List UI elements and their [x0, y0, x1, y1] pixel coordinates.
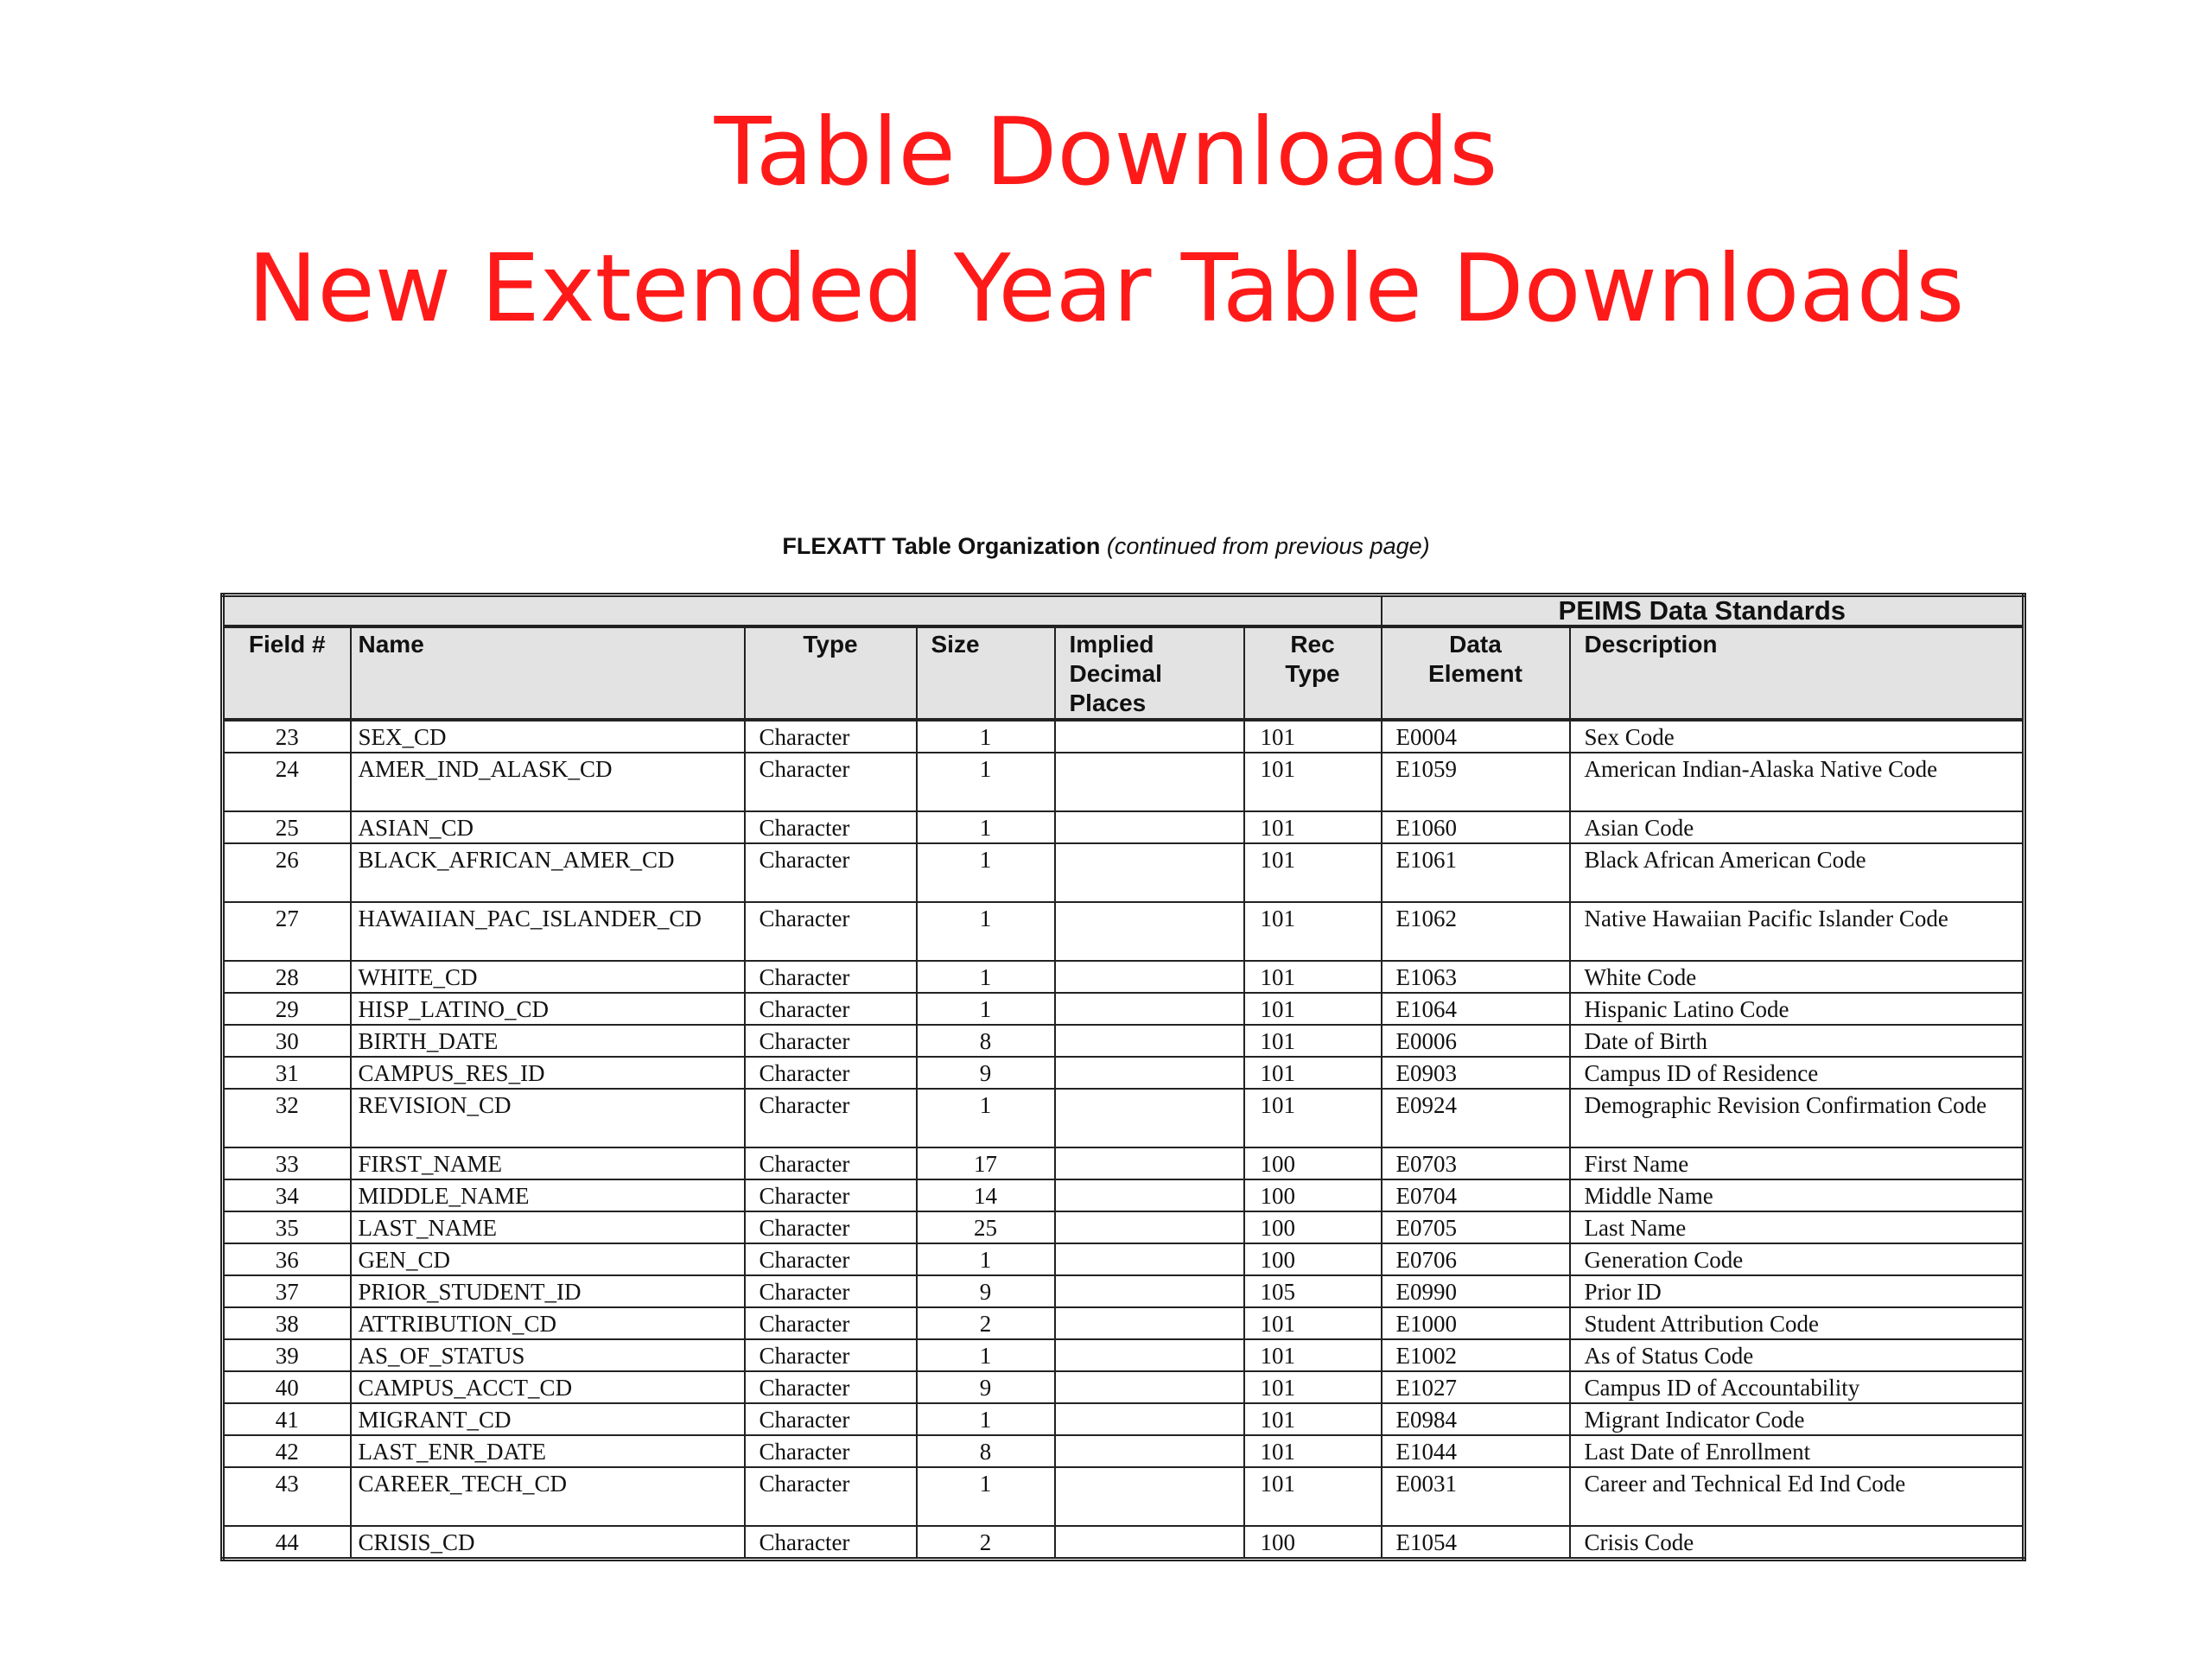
table-row: [223, 1057, 2024, 1089]
cell-type: Character: [745, 1371, 917, 1403]
column-header-type: Type: [745, 626, 917, 720]
table-body: [223, 720, 2024, 1560]
cell-type: Character: [745, 1057, 917, 1089]
cell-name: REVISION_CD: [351, 1089, 745, 1147]
table-row: [223, 1211, 2024, 1243]
cell-rec-type: 101: [1244, 1025, 1382, 1057]
table-row: [223, 720, 2024, 753]
cell-size: 2: [917, 1307, 1055, 1339]
peims-data-standards-header: PEIMS Data Standards: [1382, 595, 2024, 627]
cell-description: Student Attribution Code: [1570, 1307, 2024, 1339]
cell-field: 44: [223, 1526, 351, 1560]
cell-name: CAMPUS_ACCT_CD: [351, 1371, 745, 1403]
cell-implied-decimal-places: [1055, 902, 1244, 961]
cell-rec-type: 101: [1244, 1371, 1382, 1403]
column-header-implied-decimal-places: [1055, 626, 1244, 720]
cell-type: Character: [745, 1025, 917, 1057]
cell-implied-decimal-places: [1055, 961, 1244, 993]
cell-description: White Code: [1570, 961, 2024, 993]
column-header-rec-line-1: Rec: [1290, 631, 1335, 658]
cell-data-element: E1063: [1382, 961, 1570, 993]
cell-rec-type: 101: [1244, 720, 1382, 753]
cell-name: MIDDLE_NAME: [351, 1179, 745, 1211]
slide-title-line-1: Table Downloads: [714, 99, 1498, 207]
cell-description: Asian Code: [1570, 811, 2024, 843]
cell-data-element: E1061: [1382, 843, 1570, 902]
column-header-elem-line-1: Data: [1449, 631, 1502, 658]
column-header-implied-line-1: Implied: [1069, 631, 1154, 658]
cell-name: WHITE_CD: [351, 961, 745, 993]
cell-data-element: E1002: [1382, 1339, 1570, 1371]
table-row: [223, 1403, 2024, 1435]
cell-data-element: E1000: [1382, 1307, 1570, 1339]
cell-name: HISP_LATINO_CD: [351, 993, 745, 1025]
cell-data-element: E0006: [1382, 1025, 1570, 1057]
cell-name: SEX_CD: [351, 720, 745, 753]
cell-name: AS_OF_STATUS: [351, 1339, 745, 1371]
cell-description: Crisis Code: [1570, 1526, 2024, 1560]
table-caption: [0, 533, 2212, 560]
cell-field: 34: [223, 1179, 351, 1211]
cell-field: 41: [223, 1403, 351, 1435]
cell-type: Character: [745, 1467, 917, 1526]
cell-description: Last Date of Enrollment: [1570, 1435, 2024, 1467]
cell-description: Sex Code: [1570, 720, 2024, 753]
cell-name: LAST_NAME: [351, 1211, 745, 1243]
flexatt-table: [220, 593, 2026, 1561]
cell-description: Generation Code: [1570, 1243, 2024, 1275]
column-header-implied-line-2: Decimal: [1069, 660, 1162, 687]
cell-type: Character: [745, 1089, 917, 1147]
cell-field: 42: [223, 1435, 351, 1467]
cell-implied-decimal-places: [1055, 753, 1244, 811]
cell-size: 1: [917, 1339, 1055, 1371]
cell-field: 39: [223, 1339, 351, 1371]
cell-name: BIRTH_DATE: [351, 1025, 745, 1057]
table-column-header-row: [223, 626, 2024, 720]
cell-description: Campus ID of Residence: [1570, 1057, 2024, 1089]
cell-data-element: E0704: [1382, 1179, 1570, 1211]
cell-description: Prior ID: [1570, 1275, 2024, 1307]
cell-implied-decimal-places: [1055, 1307, 1244, 1339]
cell-rec-type: 101: [1244, 1467, 1382, 1526]
cell-size: 1: [917, 1243, 1055, 1275]
column-header-field: Field #: [223, 626, 351, 720]
cell-data-element: E0031: [1382, 1467, 1570, 1526]
cell-size: 1: [917, 1089, 1055, 1147]
column-header-elem-line-2: Element: [1428, 660, 1522, 687]
cell-size: 8: [917, 1435, 1055, 1467]
cell-implied-decimal-places: [1055, 843, 1244, 902]
cell-implied-decimal-places: [1055, 1275, 1244, 1307]
table-row: [223, 961, 2024, 993]
cell-type: Character: [745, 1243, 917, 1275]
cell-data-element: E0703: [1382, 1147, 1570, 1179]
cell-name: ATTRIBUTION_CD: [351, 1307, 745, 1339]
cell-field: 28: [223, 961, 351, 993]
cell-size: 1: [917, 1467, 1055, 1526]
flexatt-table-container: [220, 593, 2022, 1561]
table-caption-note: (continued from previous page): [1106, 533, 1430, 559]
cell-rec-type: 101: [1244, 961, 1382, 993]
table-row: [223, 1435, 2024, 1467]
cell-data-element: E0706: [1382, 1243, 1570, 1275]
cell-implied-decimal-places: [1055, 1089, 1244, 1147]
cell-field: 37: [223, 1275, 351, 1307]
cell-rec-type: 100: [1244, 1147, 1382, 1179]
cell-size: 1: [917, 753, 1055, 811]
table-row: [223, 1089, 2024, 1147]
slide-title: [0, 85, 2212, 358]
cell-size: 8: [917, 1025, 1055, 1057]
cell-implied-decimal-places: [1055, 1339, 1244, 1371]
cell-implied-decimal-places: [1055, 811, 1244, 843]
table-row: [223, 993, 2024, 1025]
cell-name: CAMPUS_RES_ID: [351, 1057, 745, 1089]
table-row: [223, 753, 2024, 811]
table-row: [223, 1339, 2024, 1371]
cell-rec-type: 101: [1244, 1089, 1382, 1147]
column-header-data-element: [1382, 626, 1570, 720]
cell-size: 1: [917, 843, 1055, 902]
table-caption-title: FLEXATT Table Organization: [782, 533, 1101, 559]
cell-implied-decimal-places: [1055, 1403, 1244, 1435]
cell-name: HAWAIIAN_PAC_ISLANDER_CD: [351, 902, 745, 961]
cell-type: Character: [745, 1147, 917, 1179]
cell-description: Demographic Revision Confirmation Code: [1570, 1089, 2024, 1147]
cell-implied-decimal-places: [1055, 720, 1244, 753]
cell-data-element: E1064: [1382, 993, 1570, 1025]
table-row: [223, 1147, 2024, 1179]
table-row: [223, 1467, 2024, 1526]
cell-description: Black African American Code: [1570, 843, 2024, 902]
cell-description: American Indian-Alaska Native Code: [1570, 753, 2024, 811]
table-row: [223, 1307, 2024, 1339]
cell-implied-decimal-places: [1055, 993, 1244, 1025]
cell-rec-type: 101: [1244, 753, 1382, 811]
cell-description: Last Name: [1570, 1211, 2024, 1243]
cell-description: Hispanic Latino Code: [1570, 993, 2024, 1025]
cell-size: 17: [917, 1147, 1055, 1179]
cell-type: Character: [745, 961, 917, 993]
cell-type: Character: [745, 902, 917, 961]
cell-data-element: E1059: [1382, 753, 1570, 811]
cell-size: 1: [917, 811, 1055, 843]
cell-field: 40: [223, 1371, 351, 1403]
cell-type: Character: [745, 1179, 917, 1211]
cell-rec-type: 100: [1244, 1243, 1382, 1275]
cell-field: 36: [223, 1243, 351, 1275]
cell-implied-decimal-places: [1055, 1025, 1244, 1057]
cell-field: 23: [223, 720, 351, 753]
cell-field: 29: [223, 993, 351, 1025]
table-row: [223, 1179, 2024, 1211]
cell-rec-type: 101: [1244, 1435, 1382, 1467]
column-header-name: Name: [351, 626, 745, 720]
cell-name: LAST_ENR_DATE: [351, 1435, 745, 1467]
cell-size: 9: [917, 1057, 1055, 1089]
cell-data-element: E1060: [1382, 811, 1570, 843]
cell-field: 26: [223, 843, 351, 902]
slide-title-line-2: New Extended Year Table Downloads: [247, 235, 1965, 343]
cell-size: 9: [917, 1371, 1055, 1403]
column-header-rec-type: [1244, 626, 1382, 720]
cell-field: 43: [223, 1467, 351, 1526]
cell-rec-type: 101: [1244, 1307, 1382, 1339]
cell-data-element: E0705: [1382, 1211, 1570, 1243]
cell-name: AMER_IND_ALASK_CD: [351, 753, 745, 811]
cell-name: ASIAN_CD: [351, 811, 745, 843]
cell-type: Character: [745, 1339, 917, 1371]
cell-type: Character: [745, 993, 917, 1025]
cell-name: FIRST_NAME: [351, 1147, 745, 1179]
cell-implied-decimal-places: [1055, 1371, 1244, 1403]
cell-field: 31: [223, 1057, 351, 1089]
cell-size: 2: [917, 1526, 1055, 1560]
cell-name: GEN_CD: [351, 1243, 745, 1275]
cell-data-element: E0924: [1382, 1089, 1570, 1147]
cell-type: Character: [745, 1435, 917, 1467]
cell-description: First Name: [1570, 1147, 2024, 1179]
cell-data-element: E0903: [1382, 1057, 1570, 1089]
cell-description: Middle Name: [1570, 1179, 2024, 1211]
cell-size: 1: [917, 961, 1055, 993]
cell-data-element: E1027: [1382, 1371, 1570, 1403]
cell-description: As of Status Code: [1570, 1339, 2024, 1371]
cell-field: 32: [223, 1089, 351, 1147]
cell-description: Native Hawaiian Pacific Islander Code: [1570, 902, 2024, 961]
cell-description: Career and Technical Ed Ind Code: [1570, 1467, 2024, 1526]
cell-size: 1: [917, 902, 1055, 961]
cell-type: Character: [745, 1307, 917, 1339]
cell-field: 38: [223, 1307, 351, 1339]
column-header-description: Description: [1570, 626, 2024, 720]
cell-type: Character: [745, 1403, 917, 1435]
cell-data-element: E1044: [1382, 1435, 1570, 1467]
cell-size: 1: [917, 720, 1055, 753]
cell-type: Character: [745, 1275, 917, 1307]
cell-size: 25: [917, 1211, 1055, 1243]
cell-rec-type: 101: [1244, 811, 1382, 843]
cell-implied-decimal-places: [1055, 1467, 1244, 1526]
cell-name: MIGRANT_CD: [351, 1403, 745, 1435]
cell-rec-type: 100: [1244, 1211, 1382, 1243]
cell-data-element: E0984: [1382, 1403, 1570, 1435]
cell-type: Character: [745, 1526, 917, 1560]
cell-size: 14: [917, 1179, 1055, 1211]
cell-data-element: E0990: [1382, 1275, 1570, 1307]
column-header-rec-line-2: Type: [1285, 660, 1340, 687]
cell-type: Character: [745, 811, 917, 843]
column-header-implied-line-3: Places: [1069, 690, 1147, 716]
table-row: [223, 1371, 2024, 1403]
cell-implied-decimal-places: [1055, 1435, 1244, 1467]
cell-type: Character: [745, 843, 917, 902]
cell-implied-decimal-places: [1055, 1147, 1244, 1179]
cell-rec-type: 105: [1244, 1275, 1382, 1307]
cell-rec-type: 101: [1244, 902, 1382, 961]
table-row: [223, 1275, 2024, 1307]
table-row: [223, 1526, 2024, 1560]
cell-implied-decimal-places: [1055, 1526, 1244, 1560]
cell-size: 1: [917, 1403, 1055, 1435]
cell-implied-decimal-places: [1055, 1211, 1244, 1243]
cell-type: Character: [745, 753, 917, 811]
table-row: [223, 1243, 2024, 1275]
cell-name: CRISIS_CD: [351, 1526, 745, 1560]
table-group-header-row: [223, 595, 2024, 627]
cell-type: Character: [745, 720, 917, 753]
cell-data-element: E0004: [1382, 720, 1570, 753]
cell-description: Date of Birth: [1570, 1025, 2024, 1057]
cell-field: 35: [223, 1211, 351, 1243]
table-row: [223, 811, 2024, 843]
cell-rec-type: 101: [1244, 1339, 1382, 1371]
cell-rec-type: 101: [1244, 993, 1382, 1025]
table-group-header-blank: [223, 595, 1382, 627]
cell-rec-type: 100: [1244, 1526, 1382, 1560]
cell-field: 25: [223, 811, 351, 843]
cell-name: PRIOR_STUDENT_ID: [351, 1275, 745, 1307]
table-row: [223, 1025, 2024, 1057]
cell-name: BLACK_AFRICAN_AMER_CD: [351, 843, 745, 902]
cell-type: Character: [745, 1211, 917, 1243]
column-header-size: Size: [917, 626, 1055, 720]
cell-rec-type: 101: [1244, 843, 1382, 902]
cell-field: 33: [223, 1147, 351, 1179]
cell-field: 24: [223, 753, 351, 811]
cell-data-element: E1054: [1382, 1526, 1570, 1560]
cell-implied-decimal-places: [1055, 1179, 1244, 1211]
cell-rec-type: 100: [1244, 1179, 1382, 1211]
cell-rec-type: 101: [1244, 1403, 1382, 1435]
table-row: [223, 902, 2024, 961]
cell-rec-type: 101: [1244, 1057, 1382, 1089]
cell-description: Migrant Indicator Code: [1570, 1403, 2024, 1435]
cell-field: 27: [223, 902, 351, 961]
cell-size: 9: [917, 1275, 1055, 1307]
cell-data-element: E1062: [1382, 902, 1570, 961]
table-row: [223, 843, 2024, 902]
cell-description: Campus ID of Accountability: [1570, 1371, 2024, 1403]
cell-implied-decimal-places: [1055, 1243, 1244, 1275]
cell-name: CAREER_TECH_CD: [351, 1467, 745, 1526]
cell-implied-decimal-places: [1055, 1057, 1244, 1089]
cell-size: 1: [917, 993, 1055, 1025]
cell-field: 30: [223, 1025, 351, 1057]
